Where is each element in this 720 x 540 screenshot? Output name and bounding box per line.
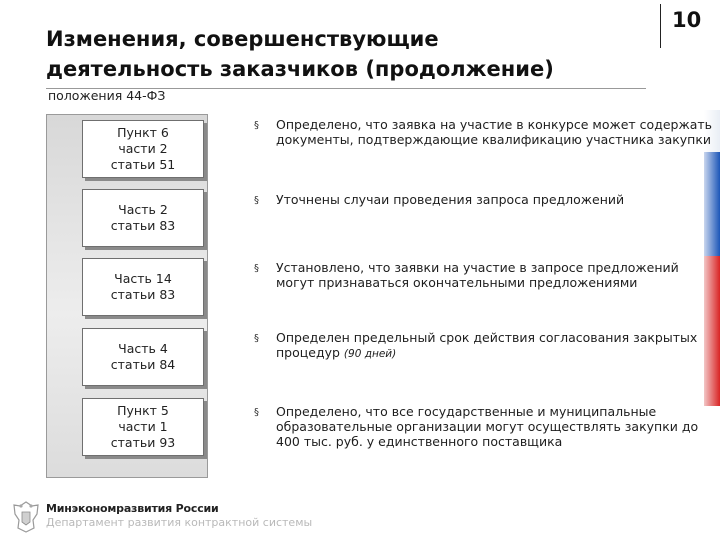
footer-department: Департамент развития контрактной системы	[46, 516, 313, 529]
item-text-1	[276, 117, 716, 147]
item-text-3	[276, 260, 716, 290]
section-box-5	[82, 398, 204, 456]
item-text: Определено, что все государственные и муниципальные образовательные организации могут осуществлять закупки до 400 тыс. руб. у единственного поставщика	[276, 404, 699, 449]
section-box-2	[82, 189, 204, 247]
item-text-2	[276, 192, 716, 207]
section-label: Часть 2 статьи 83	[110, 202, 176, 233]
section-label: Пункт 5 части 1 статьи 93	[110, 403, 176, 450]
item-text-5	[276, 404, 716, 449]
title-line-1: Изменения, совершенствующие	[46, 27, 439, 51]
coat-of-arms-icon	[10, 500, 42, 534]
item-text: Определен предельный срок действия согласования закрытых процедур	[276, 330, 698, 360]
section-label: Часть 14 статьи 83	[110, 271, 176, 302]
bullet-icon: §	[254, 333, 259, 344]
title-line-2: деятельность заказчиков (продолжение)	[46, 57, 554, 81]
subtitle: положения 44-ФЗ	[48, 88, 166, 103]
slide-title	[46, 24, 646, 84]
bullet-icon: §	[254, 120, 259, 131]
item-note: (90 дней)	[343, 348, 397, 360]
page-number: 10	[672, 8, 702, 32]
item-text: Уточнены случаи проведения запроса предложений	[276, 192, 625, 207]
bullet-icon: §	[254, 263, 259, 274]
title-divider	[660, 4, 661, 48]
bullet-icon: §	[254, 195, 259, 206]
section-label: Пункт 6 части 2 статьи 51	[110, 125, 176, 172]
section-label: Часть 4 статьи 84	[110, 341, 176, 372]
item-text: Определено, что заявка на участие в конкурсе может содержать документы, подтверждающие квалификацию участника закупки	[276, 117, 713, 147]
section-box-1	[82, 120, 204, 178]
footer-organization: Минэкономразвития России	[46, 502, 219, 515]
item-text-4	[276, 330, 716, 362]
bullet-icon: §	[254, 407, 259, 418]
section-box-3	[82, 258, 204, 316]
section-box-4	[82, 328, 204, 386]
item-text: Установлено, что заявки на участие в запросе предложений могут признаваться окончательными предложениями	[276, 260, 679, 290]
